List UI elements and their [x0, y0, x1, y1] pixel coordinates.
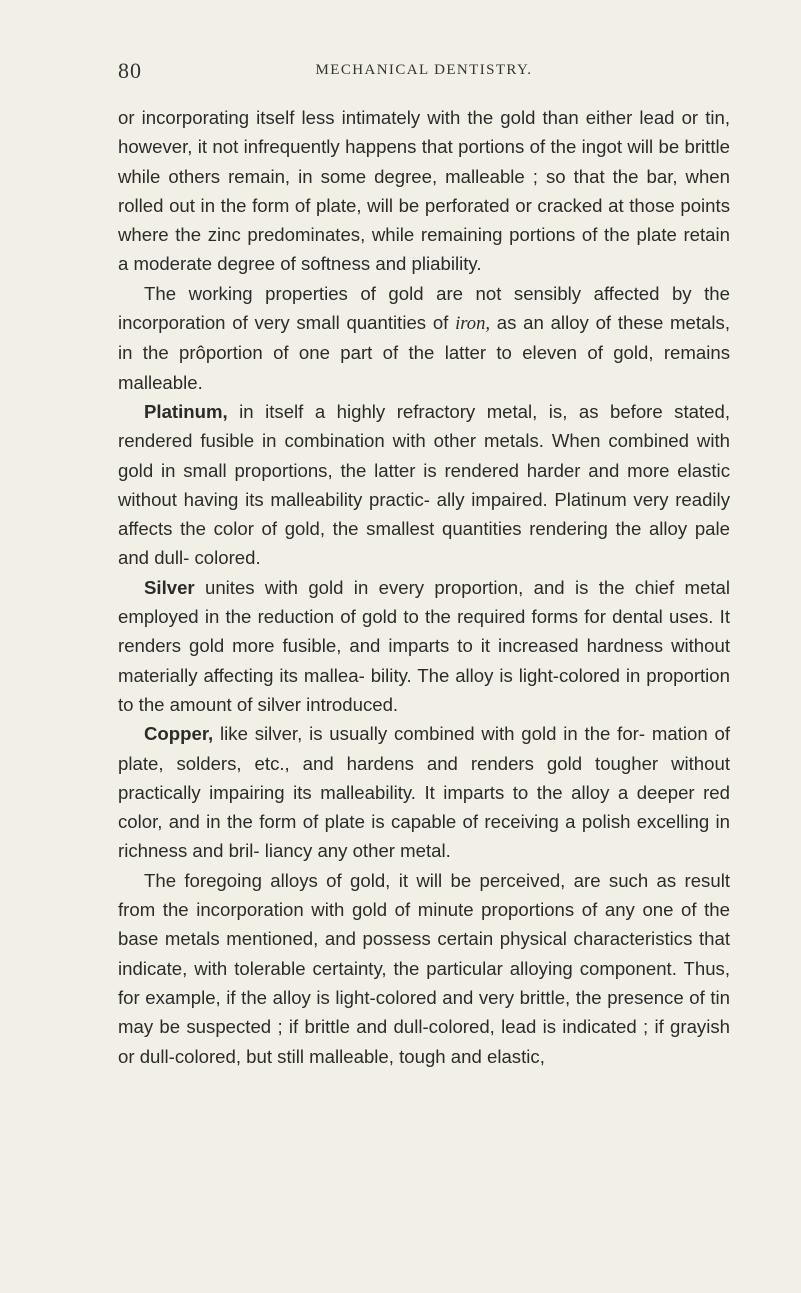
- paragraph-text: in itself a highly refractory metal, is, as before stated, rendered fusible in combination with other metals. When combined with gold in small proportions, the latter is rendered harder and more elastic without having its malleability practic- ally impaired. Platinum very readily affects the color of gold, the smallest quantities rendering the alloy pale and dull- colored.: [118, 400, 730, 569]
- paragraph-text: The foregoing alloys of gold, it will be perceived, are such as result from the incorporation with gold of minute proportions of any one of the base metals mentioned, and possess certain physical characteristics that indicate, with tolerable certainty, the particular alloying component. Thus, for example, if the alloy is light-colored and very brittle, the presence of tin may be suspected ; if brittle and dull-colored, lead is indicated ; if grayish or dull-colored, but still malleable, tough and elastic,: [118, 869, 730, 1067]
- paragraph-foregoing-alloys: [118, 866, 730, 1071]
- italic-term-iron: iron,: [455, 313, 491, 335]
- running-title: MECHANICAL DENTISTRY.: [315, 62, 533, 78]
- paragraph-iron: [118, 279, 730, 397]
- lead-term-copper: Copper,: [144, 723, 214, 745]
- paragraph-text: or incorporating itself less intimately with the gold than either lead or tin, however, it not infrequently happens that portions of the ingot will be brittle while others remain, in some degree, malleable ; so that the bar, when rolled out in the form of plate, will be perforated or cracked at those points where the zinc predominates, while remaining portions of the plate retain a moderate degree of softness and pliability.: [118, 107, 730, 275]
- paragraph-silver: [118, 573, 730, 719]
- lead-term-platinum: Platinum,: [144, 400, 228, 422]
- paragraph-text-before: The working properties of gold are not sensibly affected by the incorporation of very small quantities of: [118, 282, 730, 334]
- paragraph-copper: [118, 719, 730, 865]
- paragraph-text-after: as an alloy of these metals, in the prôportion of one part of the latter to eleven of gold, remains malleable.: [118, 312, 730, 393]
- paragraph-zinc-continuation: [118, 103, 730, 279]
- paragraph-platinum: [118, 397, 730, 573]
- page-header: [118, 58, 730, 88]
- paragraph-text: unites with gold in every proportion, and is the chief metal employed in the reduction of gold to the required forms for dental uses. It renders gold more fusible, and imparts to it increased hardness without materially affecting its mallea- bility. The alloy is light-colored in proportion to the amount of silver introduced.: [118, 576, 730, 715]
- page-number: 80: [118, 58, 142, 83]
- paragraph-text: like silver, is usually combined with gold in the for- mation of plate, solders, etc., and hardens and renders gold tougher without practically impairing its malleability. It imparts to the alloy a deeper red color, and in the form of plate is capable of receiving a polish excelling in richness and bril- liancy any other metal.: [118, 723, 730, 862]
- body-text: [118, 103, 730, 1071]
- lead-term-silver: Silver: [144, 576, 195, 598]
